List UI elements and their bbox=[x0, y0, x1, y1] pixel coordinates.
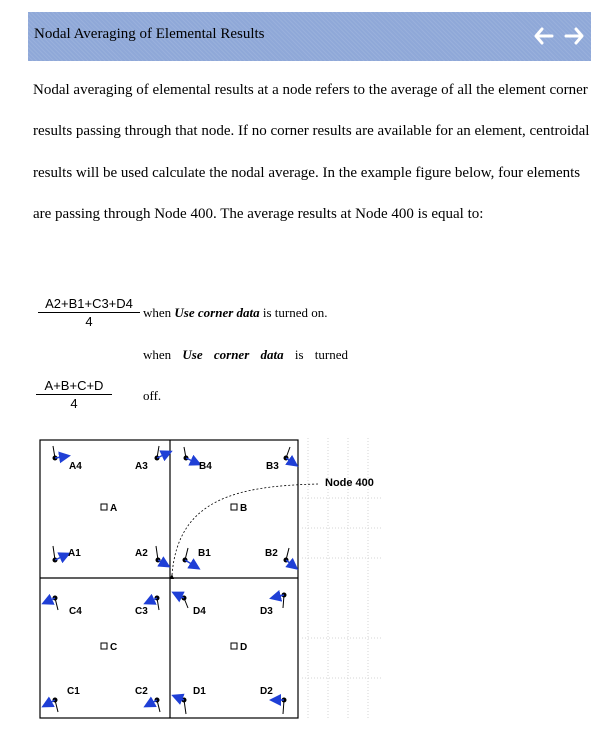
arrow-left-icon bbox=[533, 24, 555, 48]
condition-suffix: is turned on. bbox=[259, 305, 328, 320]
forward-button[interactable] bbox=[563, 24, 585, 48]
corner-label-b4: B4 bbox=[199, 461, 212, 472]
corner-condition-text bbox=[143, 305, 328, 321]
corner-label-c3: C3 bbox=[135, 606, 148, 617]
centroid-average-formula bbox=[36, 378, 112, 411]
corner-label-d3: D3 bbox=[260, 606, 273, 617]
corner-label-d2: D2 bbox=[260, 686, 273, 697]
centroid-condition-line1 bbox=[143, 347, 348, 363]
corner-label-a2: A2 bbox=[135, 548, 148, 559]
corner-label-a3: A3 bbox=[135, 461, 148, 472]
corner-label-a4: A4 bbox=[69, 461, 82, 472]
corner-label-c1: C1 bbox=[67, 686, 80, 697]
formula-denominator: 4 bbox=[85, 314, 93, 329]
condition-emphasis: Use corner data bbox=[174, 305, 260, 320]
formula-denominator: 4 bbox=[70, 396, 78, 411]
corner-label-b1: B1 bbox=[198, 548, 211, 559]
node-label: Node 400 bbox=[325, 477, 374, 489]
centroid-condition-line2: off. bbox=[143, 388, 162, 403]
formula-numerator: A+B+C+D bbox=[44, 378, 104, 393]
condition-suffix: is turned bbox=[283, 347, 348, 362]
corner-label-c2: C2 bbox=[135, 686, 148, 697]
fraction-bar bbox=[36, 394, 112, 395]
condition-prefix: when bbox=[143, 305, 175, 320]
condition-emphasis: Use corner data bbox=[182, 347, 284, 362]
centroid-label-b: B bbox=[240, 503, 248, 514]
corner-label-b3: B3 bbox=[266, 461, 279, 472]
corner-label-b2: B2 bbox=[265, 548, 278, 559]
page-header bbox=[28, 12, 591, 61]
corner-average-formula bbox=[38, 296, 140, 329]
page-title: Nodal Averaging of Elemental Results bbox=[34, 26, 265, 42]
centroid-markers bbox=[101, 504, 237, 649]
fraction-bar bbox=[38, 312, 140, 313]
centroid-label-d: D bbox=[240, 642, 248, 653]
centroid-label-a: A bbox=[110, 503, 118, 514]
corner-label-d1: D1 bbox=[193, 686, 206, 697]
formula-numerator: A2+B1+C3+D4 bbox=[45, 296, 133, 311]
corner-label-a1: A1 bbox=[68, 548, 81, 559]
element-mesh bbox=[40, 440, 298, 718]
corner-label-d4: D4 bbox=[193, 606, 206, 617]
node-leader-line bbox=[172, 484, 318, 575]
intro-paragraph: Nodal averaging of elemental results at a node refers to the average of all the element corner results passing through that node. If no corner results are available for an element, centroidal results will be used calculate the nodal average. In the example figure below, four elements are passing through Node 400. The average results at Node 400 is equal to: bbox=[33, 82, 590, 222]
arrow-right-icon bbox=[563, 24, 585, 48]
node-averaging-diagram bbox=[38, 438, 383, 720]
centroid-label-c: C bbox=[110, 642, 118, 653]
corner-label-c4: C4 bbox=[69, 606, 82, 617]
back-button[interactable] bbox=[533, 24, 555, 48]
condition-prefix: when bbox=[143, 347, 183, 362]
